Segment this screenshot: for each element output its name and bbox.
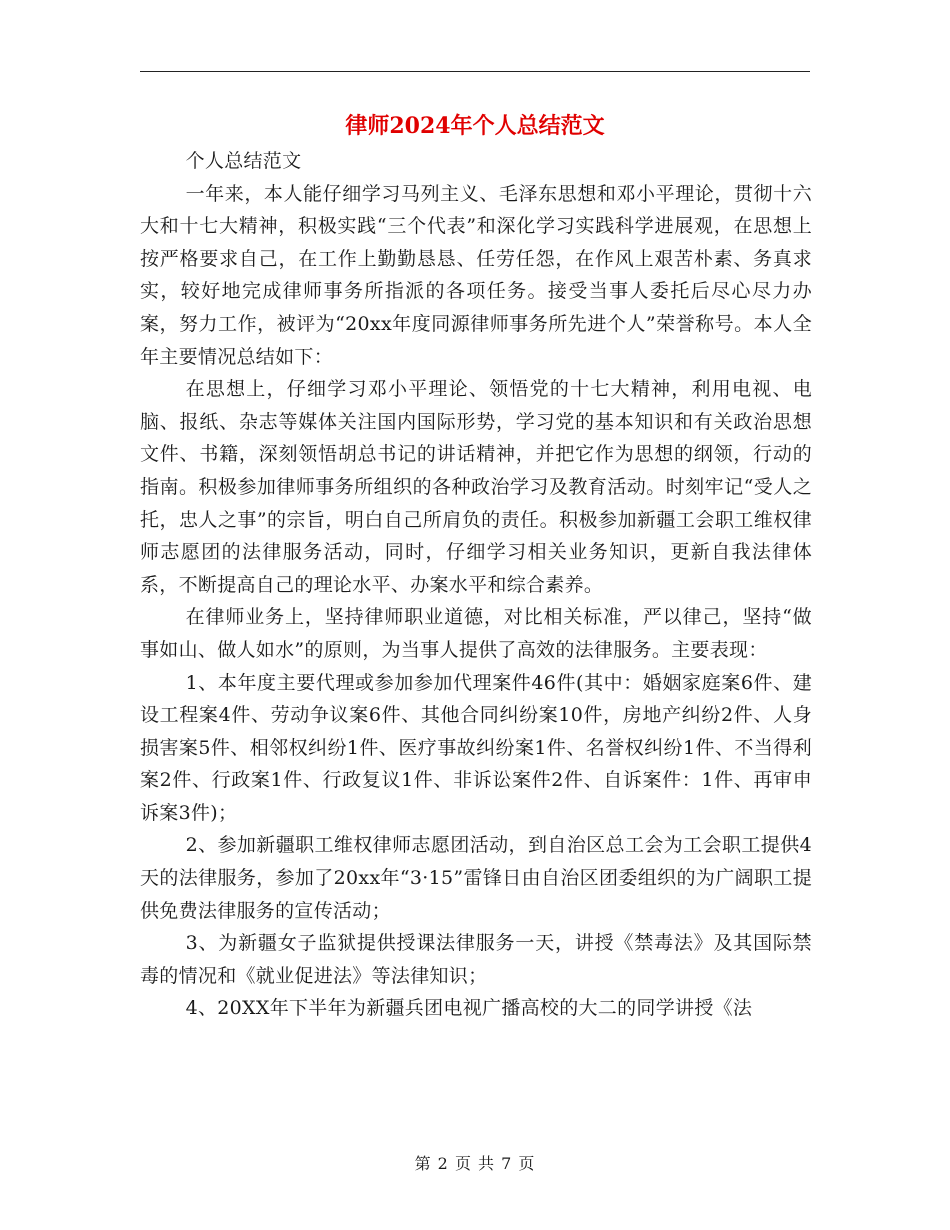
page-number-footer: 第 2 页 共 7 页 [414, 1154, 536, 1173]
paragraph-thought: 在思想上，仔细学习邓小平理论、领悟党的十七大精神，利用电视、电脑、报纸、杂志等媒体关注国内国际形势，学习党的基本知识和有关政治思想文件、书籍，深刻领悟胡总书记的讲话精神，并把它作为思想的纲领，行动的指南。积极参加律师事务所组织的各种政治学习及教育活动。时刻牢记“受人之托，忠人之事”的宗旨，明白自己所肩负的责任。积极参加新疆工会职工维权律师志愿团的法律服务活动，同时，仔细学习相关业务知识，更新自我法律体系，不断提高自己的理论水平、办案水平和综合素养。 [140, 378, 812, 596]
paragraph-subtitle: 个人总结范文 [185, 150, 302, 172]
paragraph-intro: 一年来，本人能仔细学习马列主义、毛泽东思想和邓小平理论，贯彻十六大和十七大精神，积极实践“三个代表”和深化学习实践科学进展观，在思想上按严格要求自己，在工作上勤勤恳恳、任劳任怨，在作风上艰苦朴素、务真求实，较好地完成律师事务所指派的各项任务。接受当事人委托后尽心尽力办案，努力工作，被评为“20xx年度同源律师事务所先进个人”荣誉称号。本人全年主要情况总结如下： [140, 182, 812, 368]
paragraph-business: 在律师业务上，坚持律师职业道德，对比相关标准，严以律己，坚持“做事如山、做人如水”的原则，为当事人提供了高效的法律服务。主要表现： [140, 606, 812, 661]
document-body [140, 145, 812, 1025]
document-title: 律师2024年个人总结范文 [345, 113, 605, 139]
paragraph-item-1: 1、本年度主要代理或参加参加代理案件46件(其中：婚姻家庭案6件、建设工程案4件、劳动争议案6件、其他合同纠纷案10件，房地产纠纷2件、人身损害案5件、相邻权纠纷1件、医疗事故纠纷案1件、名誉权纠纷1件、不当得利案2件、行政案1件、行政复议1件、非诉讼案件2件、自诉案件：1件、再审申诉案3件)； [140, 671, 812, 824]
paragraph-item-4: 4、20XX年下半年为新疆兵团电视广播高校的大二的同学讲授《法 [185, 997, 753, 1020]
paragraph-item-2: 2、参加新疆职工维权律师志愿团活动，到自治区总工会为工会职工提供4天的法律服务，参加了20xx年“3·15”雷锋日由自治区团委组织的为广阔职工提供免费法律服务的宣传活动； [140, 834, 812, 922]
paragraph-item-3: 3、为新疆女子监狱提供授课法律服务一天，讲授《禁毒法》及其国际禁毒的情况和《就业促进法》等法律知识； [140, 932, 812, 987]
header-rule [140, 71, 810, 72]
